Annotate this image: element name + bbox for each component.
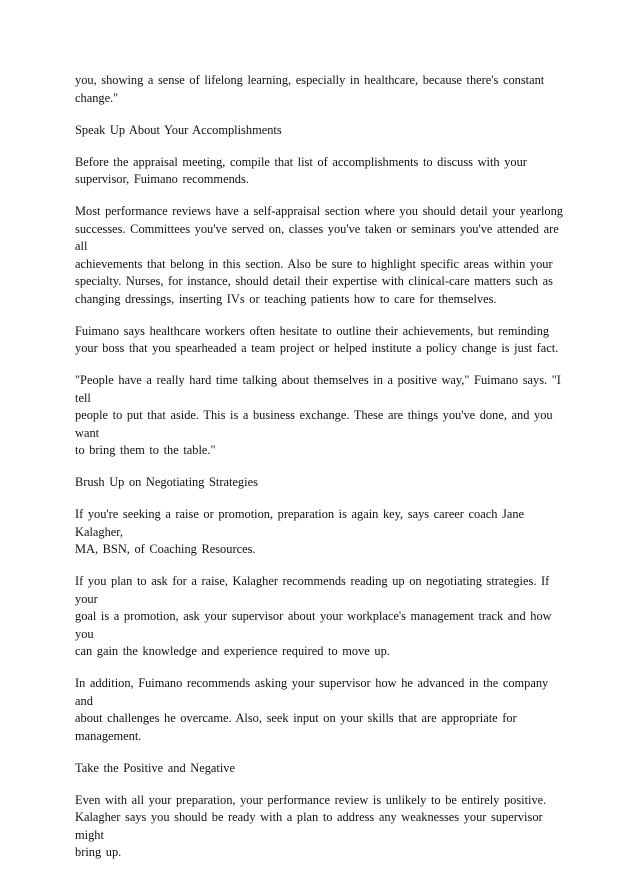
text-line: can gain the knowledge and experience required to move up. <box>75 644 390 658</box>
paragraph <box>75 372 565 460</box>
text-line: In addition, Fuimano recommends asking your supervisor how he advanced in the company and <box>75 676 549 708</box>
text-line: change." <box>75 90 119 105</box>
paragraph <box>75 154 565 189</box>
section-heading <box>75 122 565 140</box>
text-line: MA, BSN, of Coaching Resources. <box>75 542 256 556</box>
document-page <box>75 72 565 876</box>
section-heading <box>75 474 565 492</box>
text-line: Most performance reviews have a self-appraisal section where you should detail your yearlong <box>75 204 563 218</box>
text-line: "People have a really hard time talking about themselves in a positive way," Fuimano says. "I tell <box>75 373 561 405</box>
paragraph <box>75 72 565 107</box>
text-line: people to put that aside. This is a business exchange. These are things you've done, and you want <box>75 408 553 440</box>
text-line: If you plan to ask for a raise, Kalagher recommends reading up on negotiating strategies. If your <box>75 574 550 606</box>
text-line: supervisor, Fuimano recommends. <box>75 172 249 186</box>
heading-text: Speak Up About Your Accomplishments <box>75 122 282 137</box>
paragraph <box>75 203 565 308</box>
heading-text: Take the Positive and Negative <box>75 760 235 775</box>
text-line: specialty. Nurses, for instance, should detail their expertise with clinical-care matters such as <box>75 274 553 288</box>
paragraph <box>75 573 565 661</box>
text-line: successes. Committees you've served on, classes you've taken or seminars you've attended are all <box>75 221 559 253</box>
heading-text: Brush Up on Negotiating Strategies <box>75 475 258 489</box>
paragraph <box>75 675 565 745</box>
text-line: you, showing a sense of lifelong learning, especially in healthcare, because there's constant <box>75 73 545 87</box>
text-line: management. <box>75 728 142 743</box>
text-line: goal is a promotion, ask your supervisor about your workplace's management track and how you <box>75 609 552 641</box>
paragraph <box>75 323 565 358</box>
text-line: Fuimano says healthcare workers often hesitate to outline their achievements, but reminding <box>75 323 550 338</box>
section-heading <box>75 760 565 778</box>
text-line: to bring them to the table." <box>75 443 216 457</box>
text-line: changing dressings, inserting IVs or teaching patients how to care for themselves. <box>75 291 497 306</box>
text-line: Before the appraisal meeting, compile that list of accomplishments to discuss with your <box>75 154 527 169</box>
paragraph <box>75 506 565 559</box>
text-line: achievements that belong in this section. Also be sure to highlight specific areas within your <box>75 256 553 271</box>
text-line: your boss that you spearheaded a team project or helped institute a policy change is just fact. <box>75 341 559 355</box>
paragraph <box>75 792 565 862</box>
text-line: about challenges he overcame. Also, seek input on your skills that are appropriate for <box>75 711 517 725</box>
text-line: bring up. <box>75 845 122 859</box>
text-line: If you're seeking a raise or promotion, preparation is again key, says career coach Jane Kalagher, <box>75 507 525 539</box>
text-line: Kalagher says you should be ready with a plan to address any weaknesses your supervisor might <box>75 810 543 842</box>
text-line: Even with all your preparation, your performance review is unlikely to be entirely positive. <box>75 792 547 807</box>
